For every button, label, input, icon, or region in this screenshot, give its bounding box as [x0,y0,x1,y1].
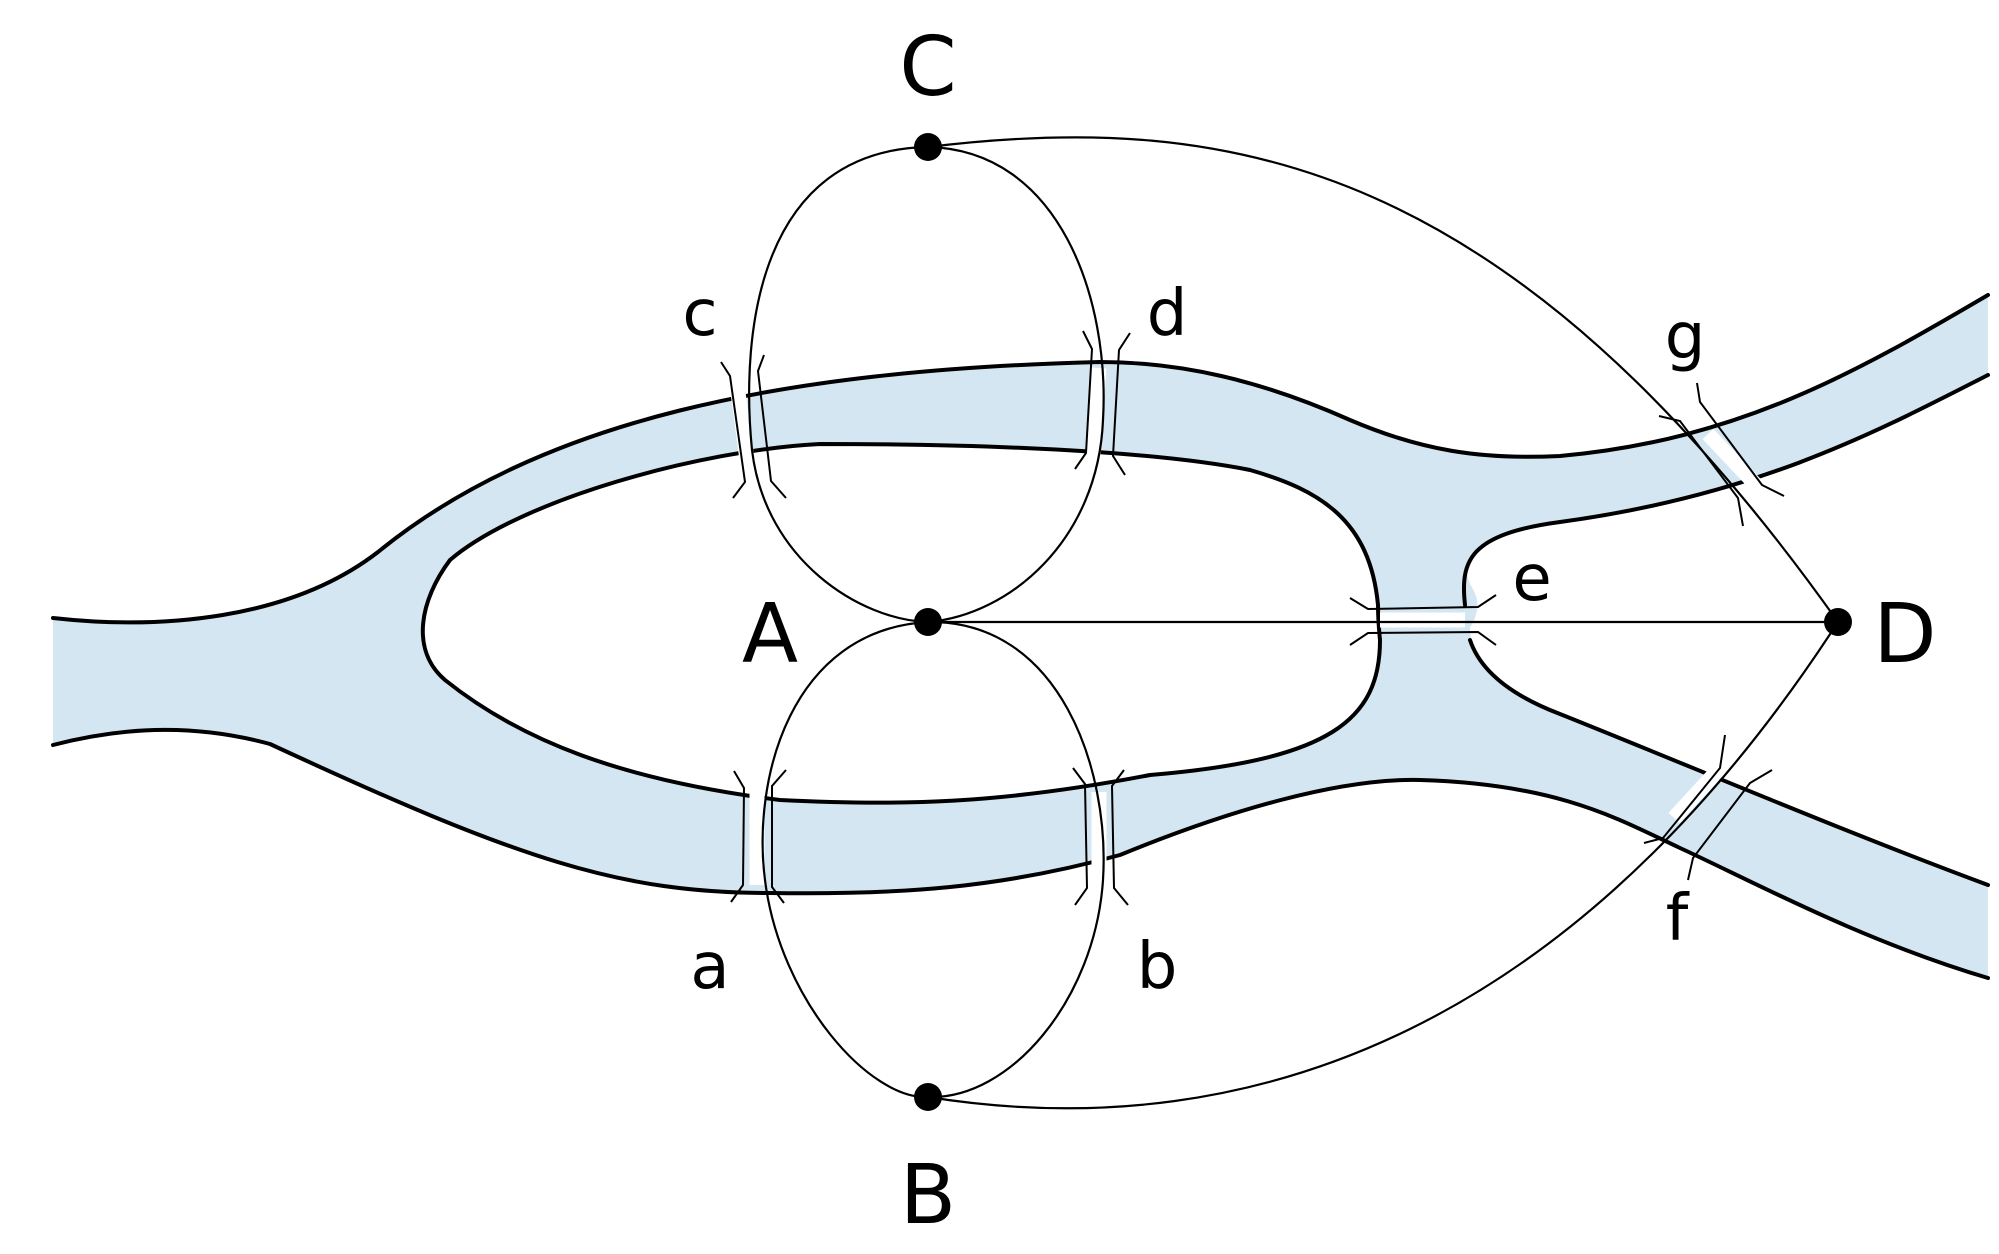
bridge-label-f: f [1665,882,1689,956]
node-A[interactable] [914,608,942,636]
bridge-label-b: b [1136,930,1178,1004]
node-B[interactable] [914,1083,942,1111]
bridge-label-e: e [1512,542,1552,616]
node-label-A: A [741,587,799,682]
bridge-label-g: g [1664,300,1706,374]
node-D[interactable] [1824,608,1852,636]
bridge-label-c: c [682,277,718,351]
node-label-C: C [899,20,957,115]
node-label-D: D [1873,587,1937,682]
node-label-B: B [899,1148,957,1243]
bridge-label-a: a [690,930,730,1004]
bridge-label-d: d [1146,277,1188,351]
node-C[interactable] [914,133,942,161]
graph-edges [749,137,1838,1108]
island-bank [423,444,1380,803]
